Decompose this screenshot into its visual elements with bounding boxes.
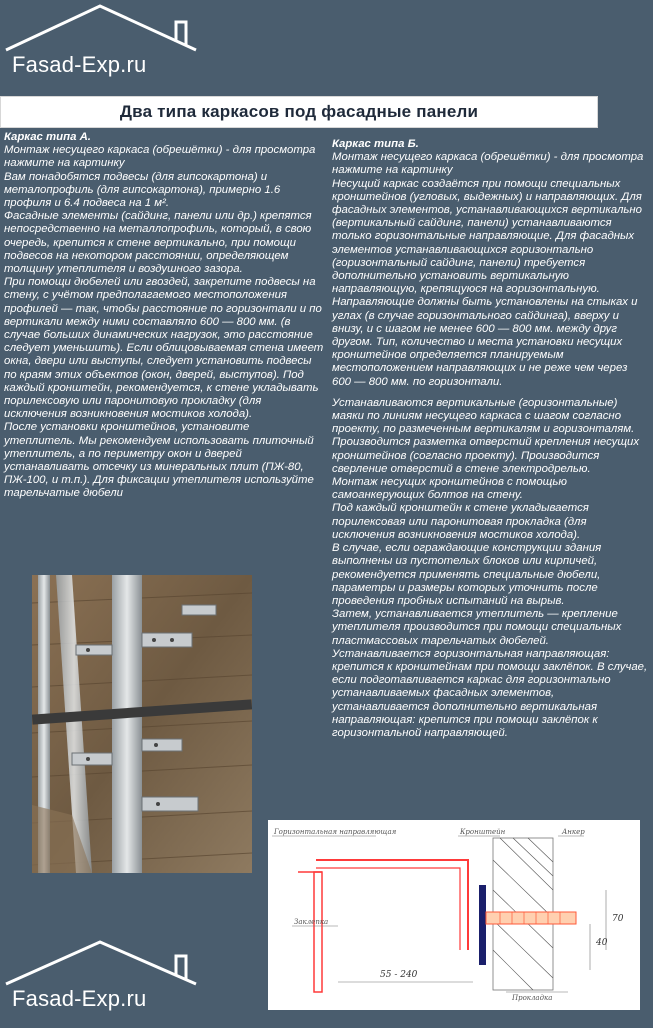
frame-b-paragraph: Устанавливается горизонтальная направляющая: крепится к кронштейнам при помощи заклёпок. В случае, если подготавливается каркас для горизонтально устанавливаемых фасадных элементов, устанавливается дополнительно вертикальная направляющая: крепится при помощи заклёпок к горизонтальной направляющей. (332, 647, 648, 739)
diagram-label-rivet: Заклепка (294, 918, 329, 926)
frame-a-paragraph: Фасадные элементы (сайдинг, панели или др.) крепятся непосредственно на металлопрофиль, который, в свою очередь, крепится к стене вертикально, при помощи подвесов на некотором расстоянии, определяющем толщину утеплителя и воздушного зазора. (4, 210, 312, 276)
frame-a-view-link[interactable]: Монтаж несущего каркаса (обрешётки) - для просмотра нажмите на картинку (4, 144, 316, 170)
frame-b-paragraph: Несущий каркас создаётся при помощи специальных кронштейнов (угловых, выдежных) и направляющих. Для фасадных элементов, устанавливающихся вертикально (вертикальный сайдинг, панели) устанавливаются только горизонтальные направляющие. Для фасадных элементов устанавливающихся горизонтально (горизонтальный сайдинг, панели) требуется дополнительно установить вертикальную направляющую, крепящуюся на горизонтальную. Направляющие должны быть установлены на стыках и углах (в случае горизонтального сайдинга), вверху и внизу, и с шагом не менее 600 — 800 мм. между друг другом. Тип, количество и места установки несущих кронштейнов определяется планируемым местоположением направляющих и не реже чем через 600 — 800 мм. по горизонтали. (332, 177, 642, 388)
bracket-section-drawing (268, 820, 640, 1010)
diagram-dimension-70: 70 (612, 914, 624, 924)
frame-a-heading: Каркас типа А. (4, 131, 91, 143)
site-logo[interactable] (0, 0, 215, 90)
diagram-label-bracket: Кронштейн (460, 828, 506, 836)
frame-a-paragraph: После установки кронштейнов, установите утеплитель. Мы рекомендуем использовать плиточный утеплитель, а по периметру окон и дверей устанавливать отсечку из минеральных плит (ПЖ-80, ПЖ-100, и т.п.). Для фиксации утеплителя используйте тарельчатые дюбели (4, 421, 314, 500)
brand-name: Fasad-Exp.ru (12, 986, 147, 1011)
left-column (4, 131, 324, 501)
frame-photo-illustration (32, 575, 252, 873)
frame-b-paragraph: Устанавливаются вертикальные (горизонтальные) маяки по линиям несущего каркаса с шагом согласно проекту, по размеченным вертикалям и горизонталям. Производится разметка отверстий крепления несущих кронштейнов (согласно проекту). Производится сверление отверстий в стене электродрелью. (332, 396, 640, 475)
frame-b-diagram[interactable] (268, 820, 640, 1010)
frame-b-paragraph: Затем, устанавливается утеплитель — крепление утеплителя производится при помощи специальных пластмассовых тарельчатых дюбелей. (332, 608, 622, 647)
diagram-dimension-span: 55 - 240 (380, 970, 418, 980)
frame-b-paragraph: Под каждый кронштейн к стене укладывается порилексовая или паронитовая прокладка (для исключения возникновения мостиков холода). (332, 502, 589, 541)
frame-a-paragraph: При помощи дюбелей или гвоздей, закрепите подвесы на стену, с учётом предполагаемого местоположения профилей — так, чтобы расстояние по горизонтали и по вертикали между ними составляло 600 — 800 мм. (в случае больших динамических нагрузок, это расстояние следует уменьшить). Если облицовываемая стена имеет окна, двери или выступы, следует установить подвесы по краям этих объектов (окон, дверей, выступов). Под каждый кронштейн, рекомендуется, к стене укладывать порилексовую или паронитовую прокладку (для исключения возникновения мостиков холода). (4, 276, 324, 421)
diagram-label-gasket: Прокладка (512, 994, 553, 1002)
diagram-label-anchor: Анкер (562, 828, 585, 836)
diagram-label-rail: Горизонтальная направляющая (274, 828, 397, 836)
frame-b-view-link[interactable]: Монтаж несущего каркаса (обрешётки) - для просмотра нажмите на картинку (332, 151, 644, 177)
frame-b-paragraph: Монтаж несущих кронштейнов с помощью самоанкерующих болтов на стену. (332, 476, 567, 502)
right-column (332, 138, 648, 740)
frame-b-heading: Каркас типа Б. (332, 138, 419, 150)
diagram-dimension-40: 40 (596, 938, 608, 948)
brand-name: Fasad-Exp.ru (12, 52, 147, 77)
frame-a-paragraph: Вам понадобятся подвесы (для гипсокартона) и металопрофиль (для гипсокартона), примерно 1.6 профиля и 6.4 подвеса на 1 м². (4, 170, 281, 210)
title-bar (0, 96, 598, 128)
page-title: Два типа каркасов под фасадные панели (119, 102, 479, 121)
frame-a-photo[interactable] (32, 575, 252, 873)
frame-b-paragraph: В случае, если ограждающие конструкции здания выполнены из пустотелых блоков или кирпичей, рекомендуется применять специальные дюбели, параметры и размеры которых уточнить после проведения пробных испытаний на вырыв. (332, 542, 602, 607)
site-logo-footer[interactable] (0, 938, 215, 1028)
